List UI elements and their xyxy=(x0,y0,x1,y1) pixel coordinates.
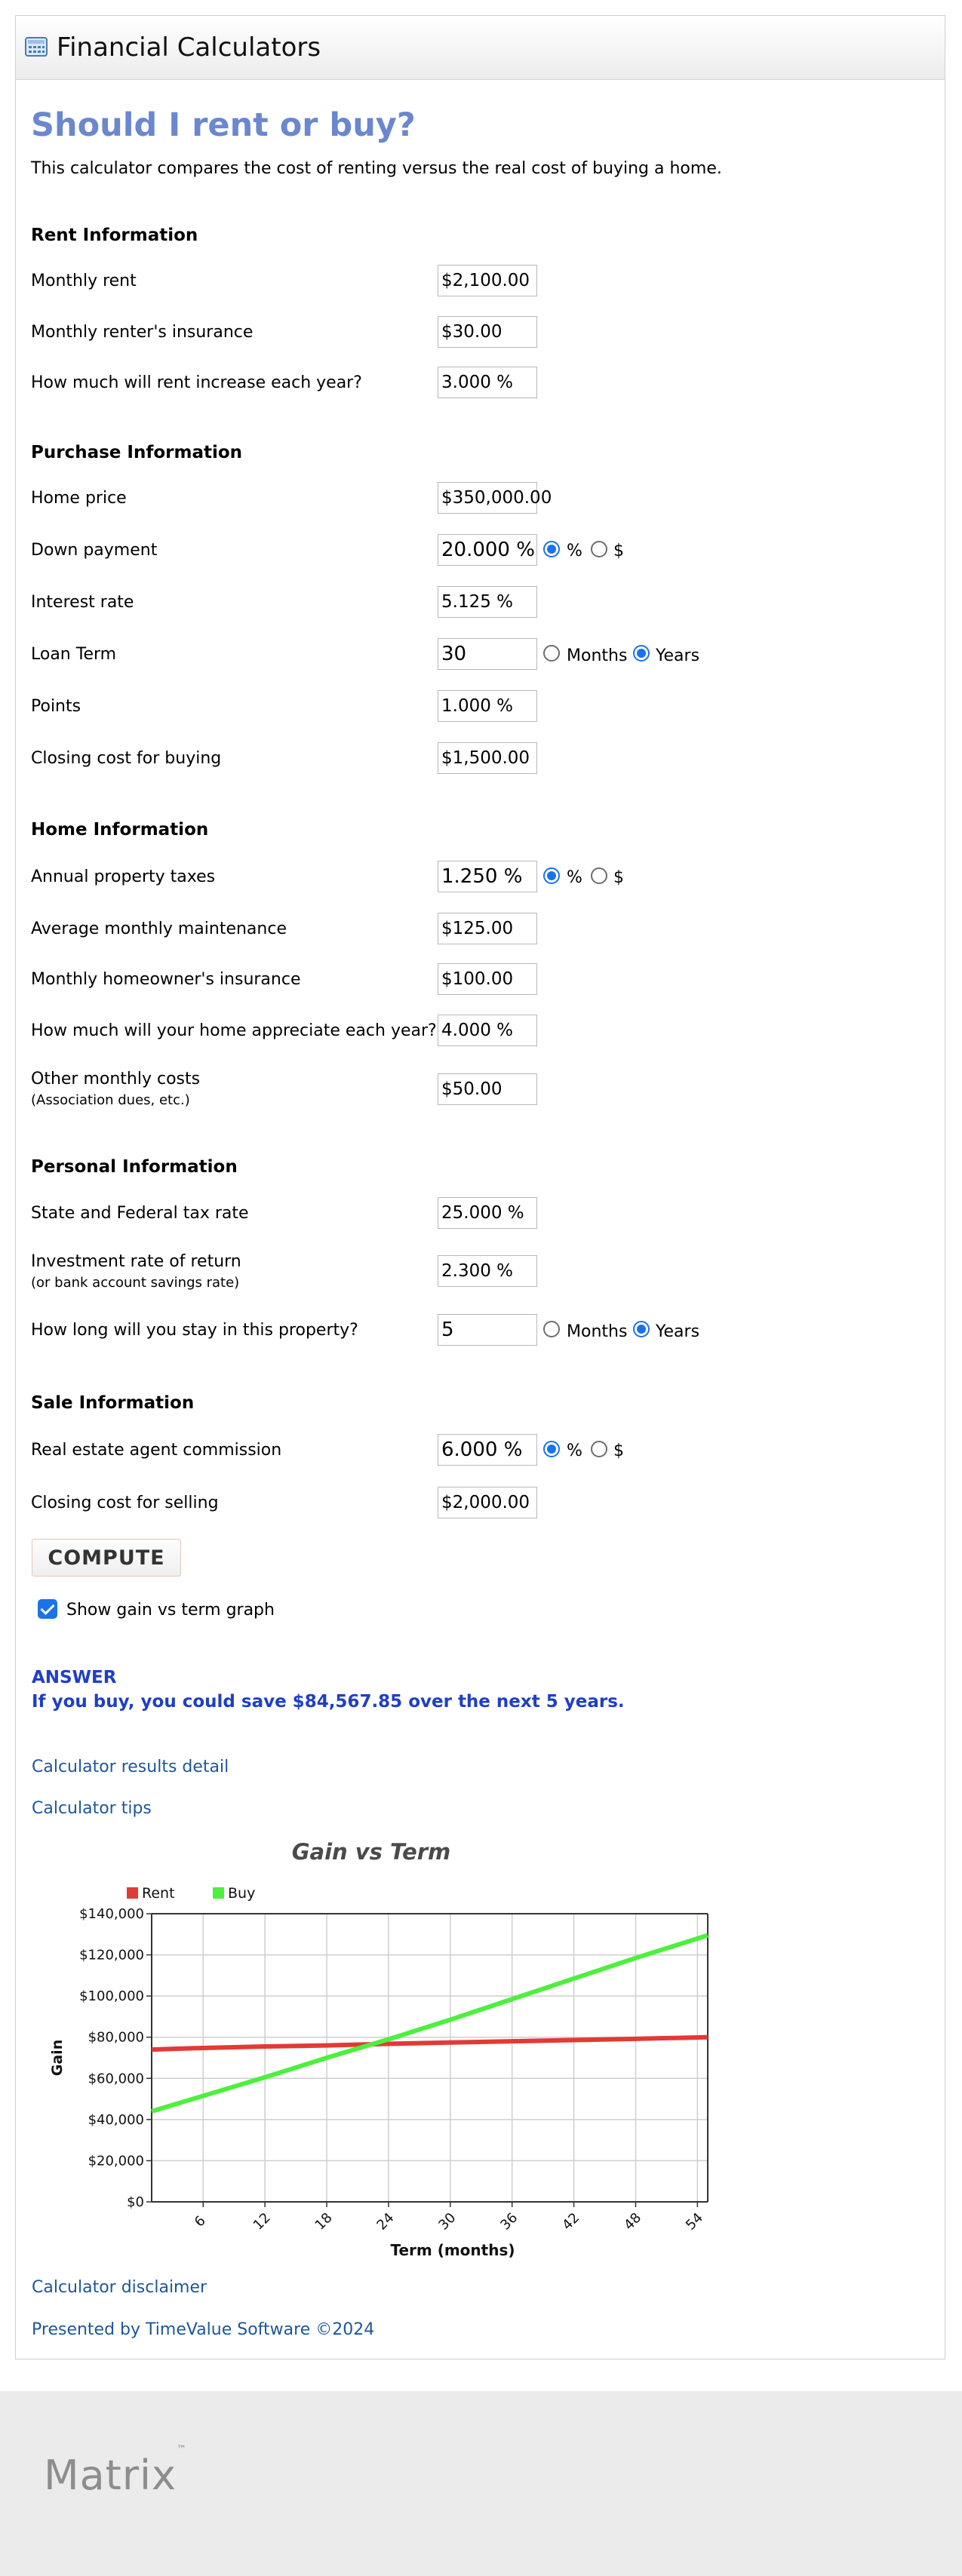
matrix-logo xyxy=(44,2444,188,2499)
y-tick-label: $120,000 xyxy=(79,1947,144,1963)
home-price-label: Home price xyxy=(31,489,127,508)
loan-term-input[interactable]: 30 xyxy=(438,638,537,670)
compute-button[interactable]: COMPUTE xyxy=(32,1539,181,1577)
property-taxes-label: Annual property taxes xyxy=(31,867,216,886)
show-graph-label: Show gain vs term graph xyxy=(66,1601,275,1620)
agent-commission-label: Real estate agent commission xyxy=(31,1441,282,1460)
loan-term-years-radio[interactable] xyxy=(633,645,650,662)
home-section-title: Home Information xyxy=(31,820,209,840)
closing-cost-sell-label: Closing cost for selling xyxy=(31,1494,219,1512)
loan-term-label: Loan Term xyxy=(31,645,117,664)
property-taxes-input[interactable]: 1.250 % xyxy=(438,861,537,892)
property-taxes-percent-label: % xyxy=(567,868,582,887)
down-payment-dollar-radio[interactable] xyxy=(591,541,607,557)
maintenance-input[interactable]: $125.00 xyxy=(438,913,537,944)
down-payment-label: Down payment xyxy=(31,541,158,560)
y-tick-label: $0 xyxy=(127,2194,144,2210)
renters-insurance-label: Monthly renter's insurance xyxy=(31,323,254,342)
x-tick-label: 30 xyxy=(435,2209,459,2234)
agent-commission-dollar-radio[interactable] xyxy=(591,1441,607,1457)
x-tick-label: 36 xyxy=(497,2209,521,2234)
sale-section-title: Sale Information xyxy=(31,1393,195,1413)
rent-increase-label: How much will rent increase each year? xyxy=(31,373,362,392)
home-price-input[interactable]: $350,000.00 xyxy=(438,482,537,514)
y-tick-label: $100,000 xyxy=(79,1988,144,2005)
stay-label: How long will you stay in this property? xyxy=(31,1321,358,1340)
interest-rate-input[interactable]: 5.125 % xyxy=(438,586,537,618)
legend-swatch-rent xyxy=(127,1887,138,1899)
purchase-section-title: Purchase Information xyxy=(31,443,243,462)
tax-rate-label: State and Federal tax rate xyxy=(31,1204,249,1223)
y-tick-label: $140,000 xyxy=(79,1906,144,1922)
stay-input[interactable]: 5 xyxy=(438,1314,537,1346)
personal-section-title: Personal Information xyxy=(31,1157,238,1177)
page-title: Should I rent or buy? xyxy=(31,106,416,144)
stay-months-radio[interactable] xyxy=(543,1321,560,1337)
x-tick-label: 24 xyxy=(373,2209,398,2234)
x-tick-label: 48 xyxy=(621,2209,645,2234)
y-axis-label: Gain xyxy=(49,2039,66,2077)
appreciation-input[interactable]: 4.000 % xyxy=(438,1015,537,1046)
series-line-buy xyxy=(152,1936,708,2111)
closing-cost-buy-label: Closing cost for buying xyxy=(31,749,222,768)
presented-by-link[interactable]: Presented by TimeValue Software ©2024 xyxy=(32,2320,375,2339)
maintenance-label: Average monthly maintenance xyxy=(31,920,287,938)
property-taxes-dollar-radio[interactable] xyxy=(591,867,607,884)
card-header xyxy=(16,16,945,80)
loan-term-months-label: Months xyxy=(567,646,628,665)
other-costs-label: Other monthly costs xyxy=(31,1070,201,1088)
legend-swatch-buy xyxy=(213,1887,224,1899)
x-tick-label: 54 xyxy=(682,2209,706,2234)
points-label: Points xyxy=(31,697,81,716)
points-input[interactable]: 1.000 % xyxy=(438,690,537,722)
y-tick-label: $60,000 xyxy=(88,2071,144,2087)
investment-rate-input[interactable]: 2.300 % xyxy=(438,1255,537,1287)
x-tick-label: 12 xyxy=(250,2209,274,2234)
loan-term-months-radio[interactable] xyxy=(543,645,560,662)
loan-term-years-label: Years xyxy=(656,646,700,665)
homeowners-insurance-input[interactable]: $100.00 xyxy=(438,963,537,995)
down-payment-dollar-label: $ xyxy=(613,542,624,560)
legend-label-rent: Rent xyxy=(142,1885,175,1902)
show-graph-checkbox[interactable] xyxy=(38,1599,57,1619)
x-axis-label: Term (months) xyxy=(390,2241,515,2259)
closing-cost-buy-input[interactable]: $1,500.00 xyxy=(438,742,537,774)
rent-increase-input[interactable]: 3.000 % xyxy=(438,367,537,398)
other-costs-input[interactable]: $50.00 xyxy=(438,1073,537,1105)
calculator-icon xyxy=(25,37,48,57)
series-line-rent xyxy=(152,2037,708,2049)
down-payment-percent-radio[interactable] xyxy=(543,541,560,557)
answer-title: ANSWER xyxy=(32,1668,117,1687)
y-tick-label: $20,000 xyxy=(88,2153,144,2169)
other-costs-sublabel: (Association dues, etc.) xyxy=(31,1092,190,1108)
x-tick-label: 42 xyxy=(559,2209,583,2234)
y-tick-label: $80,000 xyxy=(88,2029,144,2046)
investment-rate-label: Investment rate of return xyxy=(31,1252,241,1271)
property-taxes-dollar-label: $ xyxy=(613,868,624,887)
disclaimer-link[interactable]: Calculator disclaimer xyxy=(32,2278,207,2297)
homeowners-insurance-label: Monthly homeowner's insurance xyxy=(31,970,301,989)
down-payment-percent-label: % xyxy=(567,542,582,560)
x-tick-label: 6 xyxy=(191,2212,209,2231)
x-tick-label: 18 xyxy=(312,2209,336,2234)
legend-label-buy: Buy xyxy=(228,1885,256,1902)
renters-insurance-input[interactable]: $30.00 xyxy=(438,316,537,348)
tips-link[interactable]: Calculator tips xyxy=(32,1799,152,1818)
y-tick-label: $40,000 xyxy=(88,2111,144,2128)
app-title: Financial Calculators xyxy=(57,32,321,63)
monthly-rent-label: Monthly rent xyxy=(31,272,137,290)
gain-vs-term-chart xyxy=(30,1825,724,2278)
interest-rate-label: Interest rate xyxy=(31,593,134,612)
closing-cost-sell-input[interactable]: $2,000.00 xyxy=(438,1487,537,1518)
down-payment-input[interactable]: 20.000 % xyxy=(438,534,537,566)
agent-commission-percent-radio[interactable] xyxy=(543,1441,560,1457)
intro-text: This calculator compares the cost of renting versus the real cost of buying a home. xyxy=(31,159,722,178)
rent-section-title: Rent Information xyxy=(31,226,198,245)
agent-commission-dollar-label: $ xyxy=(613,1442,624,1460)
stay-years-label: Years xyxy=(656,1322,700,1341)
stay-years-radio[interactable] xyxy=(633,1321,650,1337)
monthly-rent-input[interactable]: $2,100.00 xyxy=(438,265,537,296)
footer-trademark: ™ xyxy=(177,2444,188,2455)
answer-text: If you buy, you could save $84,567.85 over the next 5 years. xyxy=(32,1692,625,1712)
results-detail-link[interactable]: Calculator results detail xyxy=(32,1758,229,1776)
chart-title: Gain vs Term xyxy=(291,1839,451,1865)
page-footer xyxy=(0,2391,962,2576)
tax-rate-input[interactable]: 25.000 % xyxy=(438,1197,537,1229)
stay-months-label: Months xyxy=(567,1322,628,1341)
appreciation-label: How much will your home appreciate each year? xyxy=(31,1021,437,1040)
agent-commission-percent-label: % xyxy=(567,1442,582,1460)
investment-rate-sublabel: (or bank account savings rate) xyxy=(31,1275,240,1291)
property-taxes-percent-radio[interactable] xyxy=(543,867,560,884)
agent-commission-input[interactable]: 6.000 % xyxy=(438,1434,537,1466)
footer-brand: Matrix xyxy=(44,2452,177,2499)
